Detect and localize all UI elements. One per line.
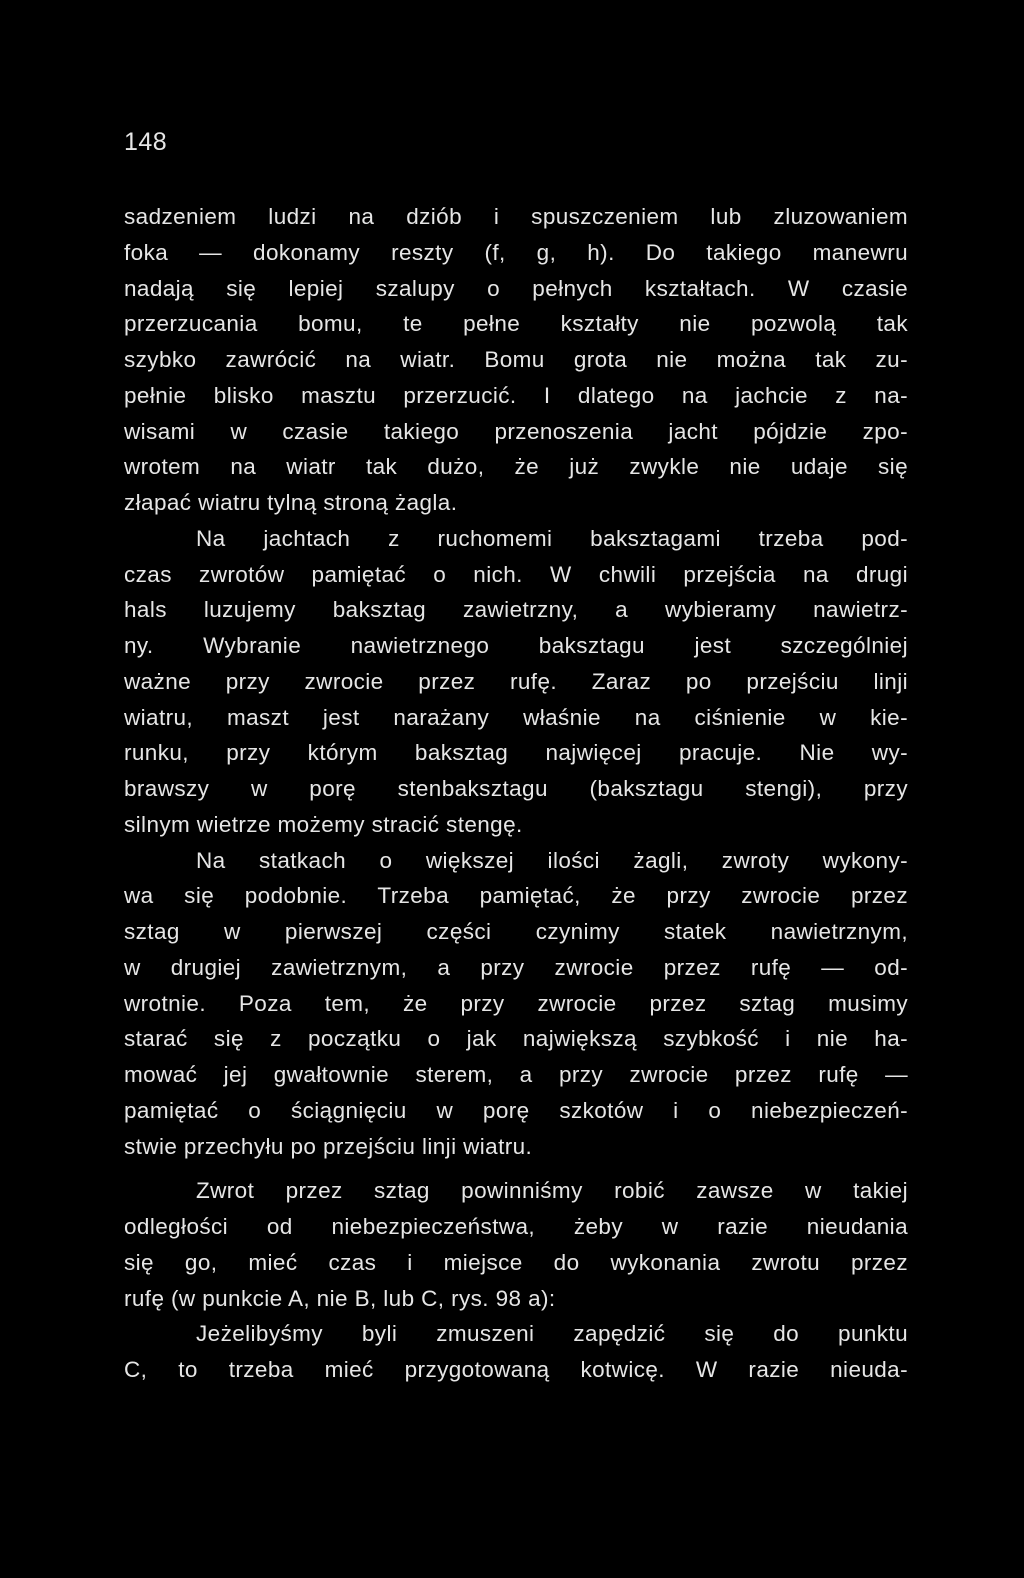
text-line: sztag w pierwszej części czynimy statek nawietrznym, xyxy=(124,919,908,944)
text-line: brawszy w porę stenbaksztagu (baksztagu stengi), przy xyxy=(124,776,908,801)
text-line: szybko zawrócić na wiatr. Bomu grota nie można tak zu- xyxy=(124,347,908,372)
paragraph-4 xyxy=(124,1173,908,1316)
paragraph-5 xyxy=(124,1316,908,1388)
paragraph-2 xyxy=(124,521,908,843)
text-line: nadają się lepiej szalupy o pełnych kształtach. W czasie xyxy=(124,275,908,301)
paragraph-3 xyxy=(124,843,908,1165)
text-line: w drugiej zawietrznym, a przy zwrocie przez rufę — od- xyxy=(124,954,908,980)
text-line: stwie przechyłu po przejściu linji wiatru. xyxy=(124,1133,533,1159)
text-line: sadzeniem ludzi na dziób i spuszczeniem lub zluzowaniem xyxy=(124,204,908,229)
text-line: starać się z początku o jak największą szybkość i nie ha- xyxy=(124,1026,908,1052)
text-line: się go, mieć czas i miejsce do wykonania zwrotu przez xyxy=(124,1249,908,1275)
text-line: Jeżelibyśmy byli zmuszeni zapędzić się do punktu xyxy=(196,1321,908,1347)
text-line: Na statkach o większej ilości żagli, zwroty wykony- xyxy=(196,847,908,873)
text-line: Zwrot przez sztag powinniśmy robić zawsze w takiej xyxy=(196,1178,908,1204)
text-line: hals luzujemy baksztag zawietrzny, a wybieramy nawietrz- xyxy=(124,597,908,623)
text-line: wrotem na wiatr tak dużo, że już zwykle nie udaje się xyxy=(124,454,908,480)
text-line: przerzucania bomu, te pełne kształty nie pozwolą tak xyxy=(124,311,908,337)
text-line: runku, przy którym baksztag najwięcej pracuje. Nie wy- xyxy=(124,740,908,766)
text-line: odległości od niebezpieczeństwa, żeby w razie nieudania xyxy=(124,1214,908,1239)
text-line: Na jachtach z ruchomemi baksztagami trzeba pod- xyxy=(196,525,908,551)
text-line: wisami w czasie takiego przenoszenia jacht pójdzie zpo- xyxy=(124,418,908,444)
text-line: silnym wietrze możemy stracić stengę. xyxy=(124,811,523,837)
page-number: 148 xyxy=(124,128,168,156)
text-line: C, to trzeba mieć przygotowaną kotwicę. W razie nieuda- xyxy=(124,1357,908,1382)
text-line: mować jej gwałtownie sterem, a przy zwrocie przez rufę — xyxy=(124,1062,908,1087)
text-line: wa się podobnie. Trzeba pamiętać, że przy zwrocie przez xyxy=(124,883,908,909)
text-line: foka — dokonamy reszty (f, g, h). Do takiego manewru xyxy=(124,239,908,265)
text-line: wiatru, maszt jest narażany właśnie na ciśnienie w kie- xyxy=(124,704,908,730)
body-text xyxy=(124,199,908,1388)
text-line: ny. Wybranie nawietrznego baksztagu jest szczególniej xyxy=(124,633,908,658)
text-line: rufę (w punkcie A, nie B, lub C, rys. 98 a): xyxy=(124,1285,556,1311)
text-line: złapać wiatru tylną stroną żagla. xyxy=(124,490,458,515)
text-line: pamiętać o ściągnięciu w porę szkotów i o niebezpieczeń- xyxy=(124,1097,908,1123)
text-line: pełnie blisko masztu przerzucić. I dlatego na jachcie z na- xyxy=(124,382,908,408)
text-line: wrotnie. Poza tem, że przy zwrocie przez sztag musimy xyxy=(124,990,908,1016)
text-line: ważne przy zwrocie przez rufę. Zaraz po przejściu linji xyxy=(124,668,908,694)
paragraph-1 xyxy=(124,199,908,521)
text-line: czas zwrotów pamiętać o nich. W chwili przejścia na drugi xyxy=(124,561,908,587)
